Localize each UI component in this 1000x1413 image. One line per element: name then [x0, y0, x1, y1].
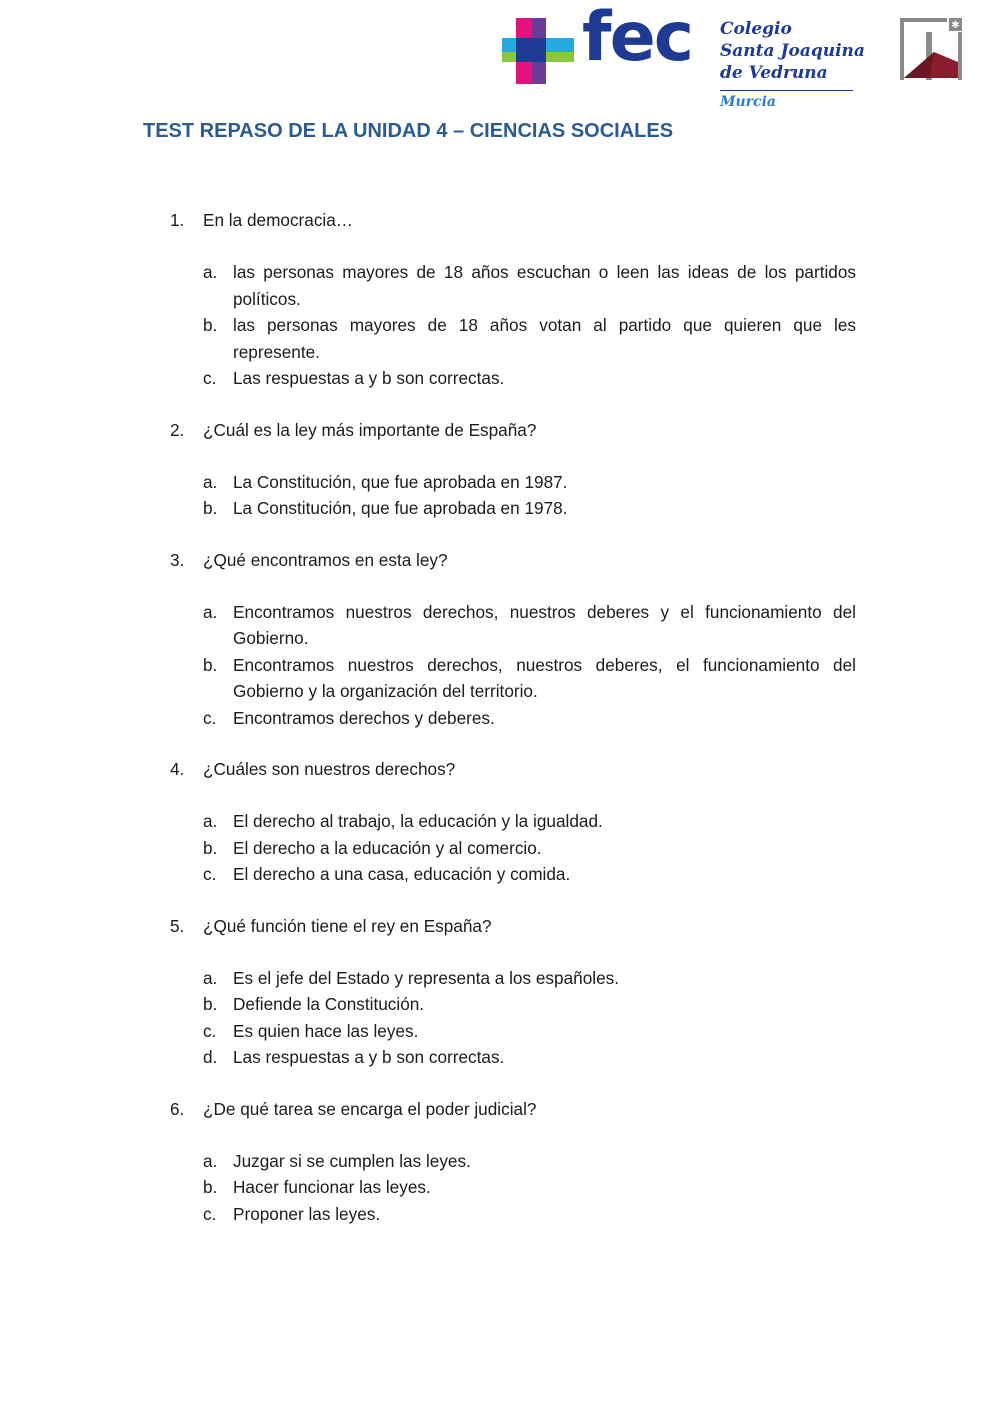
question-number: 1.	[170, 210, 185, 230]
question-item	[170, 207, 856, 392]
option-letter: a.	[203, 967, 218, 988]
option-letter: d.	[203, 1047, 218, 1067]
option-text: El derecho a una casa, educación y comida.	[233, 864, 571, 884]
question-number: 6.	[170, 1098, 185, 1119]
answer-option	[203, 861, 856, 888]
question-number: 4.	[170, 759, 185, 779]
school-name-divider	[720, 90, 853, 91]
answer-option	[203, 365, 856, 392]
question-number: 5.	[170, 915, 185, 936]
option-text: Es el jefe del Estado y representa a los españoles.	[233, 967, 619, 988]
answer-option	[203, 599, 856, 652]
option-text: Proponer las leyes.	[233, 1203, 381, 1224]
answer-option	[203, 808, 856, 835]
answer-option	[203, 652, 856, 705]
question-item	[170, 756, 856, 888]
option-letter: a.	[203, 811, 218, 831]
fec-cross-icon	[502, 18, 574, 84]
option-letter: b.	[203, 498, 218, 518]
option-text: las personas mayores de 18 años votan al partido que quieren que les represente.	[233, 315, 856, 362]
option-text: Juzgar si se cumplen las leyes.	[233, 1150, 471, 1171]
option-text: Defiende la Constitución.	[233, 994, 425, 1014]
answer-options	[170, 965, 856, 1071]
school-city: Murcia	[720, 94, 776, 110]
question-text: ¿Qué encontramos en esta ley?	[203, 549, 448, 570]
option-letter: c.	[203, 368, 217, 388]
option-text: Hacer funcionar las leyes.	[233, 1177, 431, 1197]
answer-option	[203, 835, 856, 862]
option-letter: b.	[203, 1177, 218, 1197]
option-text: Las respuestas a y b son correctas.	[233, 1047, 505, 1067]
answer-options	[170, 808, 856, 888]
option-text: Encontramos nuestros derechos, nuestros deberes y el funcionamiento del Gobierno.	[233, 601, 856, 648]
question-text: En la democracia…	[203, 210, 353, 230]
question-list	[170, 207, 856, 1252]
answer-option	[203, 1174, 856, 1201]
svg-text:✱: ✱	[951, 20, 960, 31]
school-name-line2: Santa Joaquina	[720, 41, 865, 61]
question-row	[170, 547, 856, 574]
option-letter: c.	[203, 707, 217, 728]
question-number: 2.	[170, 419, 185, 440]
question-text: ¿Cuáles son nuestros derechos?	[203, 759, 456, 779]
question-row	[170, 207, 856, 234]
school-name-block	[720, 18, 865, 111]
question-row	[170, 913, 856, 940]
option-letter: a.	[203, 262, 218, 282]
answer-options	[170, 599, 856, 732]
school-name-line1: Colegio	[720, 19, 792, 39]
answer-option	[203, 259, 856, 312]
option-letter: b.	[203, 654, 218, 675]
fec-logo	[502, 0, 693, 84]
option-letter: c.	[203, 1203, 217, 1224]
option-text: Es quien hace las leyes.	[233, 1020, 419, 1041]
answer-options	[170, 469, 856, 522]
option-text: El derecho a la educación y al comercio.	[233, 837, 542, 858]
option-text: El derecho al trabajo, la educación y la igualdad.	[233, 811, 603, 831]
answer-option	[203, 312, 856, 365]
question-item	[170, 1096, 856, 1228]
option-letter: c.	[203, 864, 217, 884]
answer-option	[203, 1201, 856, 1228]
question-item	[170, 913, 856, 1071]
question-number: 3.	[170, 549, 185, 570]
answer-option	[203, 991, 856, 1018]
option-text: La Constitución, que fue aprobada en 1978.	[233, 498, 568, 518]
option-letter: b.	[203, 837, 218, 858]
option-letter: a.	[203, 601, 218, 622]
option-letter: b.	[203, 315, 218, 335]
question-item	[170, 547, 856, 732]
question-text: ¿Cuál es la ley más importante de España?	[203, 419, 537, 440]
question-text: ¿Qué función tiene el rey en España?	[203, 915, 492, 936]
option-text: Encontramos derechos y deberes.	[233, 707, 495, 728]
answer-options	[170, 1148, 856, 1228]
question-row	[170, 417, 856, 444]
answer-option	[203, 705, 856, 732]
fec-logo-text: fec	[582, 0, 693, 77]
option-letter: a.	[203, 1150, 218, 1171]
option-text: La Constitución, que fue aprobada en 1987.	[233, 471, 568, 492]
option-letter: c.	[203, 1020, 217, 1041]
option-letter: b.	[203, 994, 218, 1014]
page-header	[0, 0, 1000, 120]
answer-option	[203, 469, 856, 496]
question-item	[170, 417, 856, 522]
school-name-line3: de Vedruna	[720, 63, 828, 83]
option-text: Las respuestas a y b son correctas.	[233, 368, 505, 388]
answer-option	[203, 965, 856, 992]
page-title: TEST REPASO DE LA UNIDAD 4 – CIENCIAS SOCIALES	[143, 120, 674, 142]
school-emblem-icon	[900, 18, 962, 80]
answer-options	[170, 259, 856, 392]
answer-option	[203, 1018, 856, 1045]
question-text: ¿De qué tarea se encarga el poder judicial?	[203, 1098, 537, 1119]
question-row	[170, 1096, 856, 1123]
answer-option	[203, 1044, 856, 1071]
option-text: Encontramos nuestros derechos, nuestros deberes, el funcionamiento del Gobierno y la organización del territorio.	[233, 654, 856, 701]
option-letter: a.	[203, 471, 218, 492]
answer-option	[203, 495, 856, 522]
option-text: las personas mayores de 18 años escuchan o leen las ideas de los partidos políticos.	[233, 262, 856, 309]
answer-option	[203, 1148, 856, 1175]
question-row	[170, 756, 856, 783]
